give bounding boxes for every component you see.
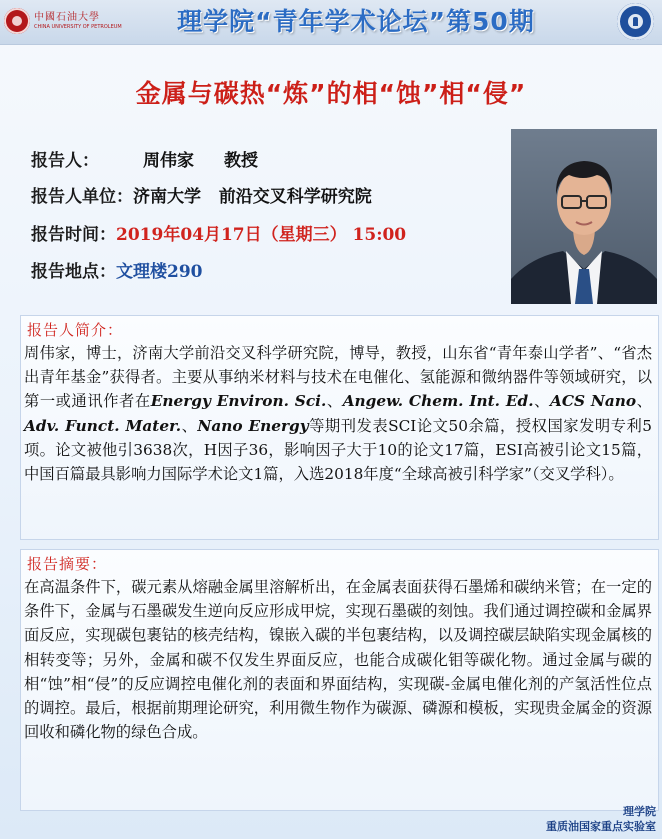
footer-school: 理学院	[623, 805, 656, 818]
university-name-en: CHINA UNIVERSITY OF PETROLEUM	[34, 23, 122, 30]
journal-angew: Angew. Chem. Int. Ed.	[342, 392, 534, 411]
bio-heading: 报告人简介：	[27, 321, 124, 339]
bio-part-2: 等期刊发表SCI论文50余篇，授权国家发明专利5项。论文被他引3638次，H因子36，影响因子大于10的论文17篇，ESI高被引论文15篇，中国百篇最具影响力国际学术论文1篇，入选2018年度“全球高被引科学家”（交叉学科）。	[24, 416, 652, 484]
speaker-portrait	[511, 129, 657, 304]
bio-separator: 、	[636, 392, 652, 411]
speaker-name: 周伟家	[143, 151, 194, 171]
bio-separator: 、	[533, 392, 550, 411]
place-label: 报告地点：	[31, 262, 116, 282]
speaker-label: 报告人：	[31, 151, 99, 171]
speaker-bio-section	[20, 315, 659, 540]
affiliation-label: 报告人单位：	[31, 187, 133, 207]
university-seal-icon	[4, 8, 30, 34]
bio-separator: 、	[326, 392, 343, 411]
bio-separator: 、	[181, 416, 198, 435]
time-label: 报告时间：	[31, 225, 116, 245]
abstract-heading: 报告摘要：	[27, 555, 108, 573]
university-logo	[4, 6, 122, 36]
university-name-cn: 中國石油大學	[34, 11, 100, 23]
place-value: 文理楼290	[116, 262, 203, 282]
place-row	[31, 261, 203, 283]
forum-title: 理学院“青年学术论坛”第50期	[177, 7, 535, 36]
bio-text	[24, 341, 652, 486]
organizer-footer	[546, 804, 656, 834]
abstract-section	[20, 549, 659, 811]
time-value: 2019年04月17日（星期三） 15:00	[116, 225, 407, 245]
abstract-text: 在高温条件下，碳元素从熔融金属里溶解析出，在金属表面获得石墨烯和碳纳米管；在一定的条件下，金属与石墨碳发生逆向反应形成甲烷，实现石墨碳的刻蚀。我们通过调控碳和金属界面反应，实现碳包裹钴的核壳结构，镍嵌入碳的半包裹结构，以及调控碳层缺陷实现金属核的相转变等；另外，金属和碳不仅发生界面反应，也能合成碳化钼等碳化物。通过金属与碳的相“蚀”相“侵”的反应调控电催化剂的表面和界面结构，实现碳-金属电催化剂的产氢活性位点的调控。最后，根据前期理论研究，利用微生物作为碳源、磷源和模板，实现贵金属金的资源回收和磷化物的绿色合成。	[24, 578, 652, 742]
lab-emblem-icon	[617, 3, 654, 40]
journal-acs-nano: ACS Nano	[549, 392, 637, 411]
journal-afm: Adv. Funct. Mater.	[24, 416, 182, 435]
journal-nano-energy: Nano Energy	[197, 416, 309, 435]
header-banner	[0, 0, 662, 45]
affiliation-row	[31, 186, 372, 208]
footer-lab: 重质油国家重点实验室	[546, 820, 656, 833]
talk-title: 金属与碳热“炼”的相“蚀”相“侵”	[135, 79, 527, 108]
speaker-photo	[511, 129, 657, 304]
time-row	[31, 224, 406, 246]
journal-ees: Energy Environ. Sci.	[150, 392, 327, 411]
bio-part-1: 周伟家，博士，济南大学前沿交叉科学研究院，博导，教授，山东省“青年泰山学者”、“省杰出青年基金”获得者。主要从事纳米材料与技术在电催化、氢能源和微纳器件等领域研究，以第一或通讯作者在	[24, 344, 652, 411]
speaker-row	[31, 150, 258, 172]
affiliation-value: 济南大学 前沿交叉科学研究院	[133, 187, 372, 207]
speaker-title: 教授	[224, 151, 258, 171]
